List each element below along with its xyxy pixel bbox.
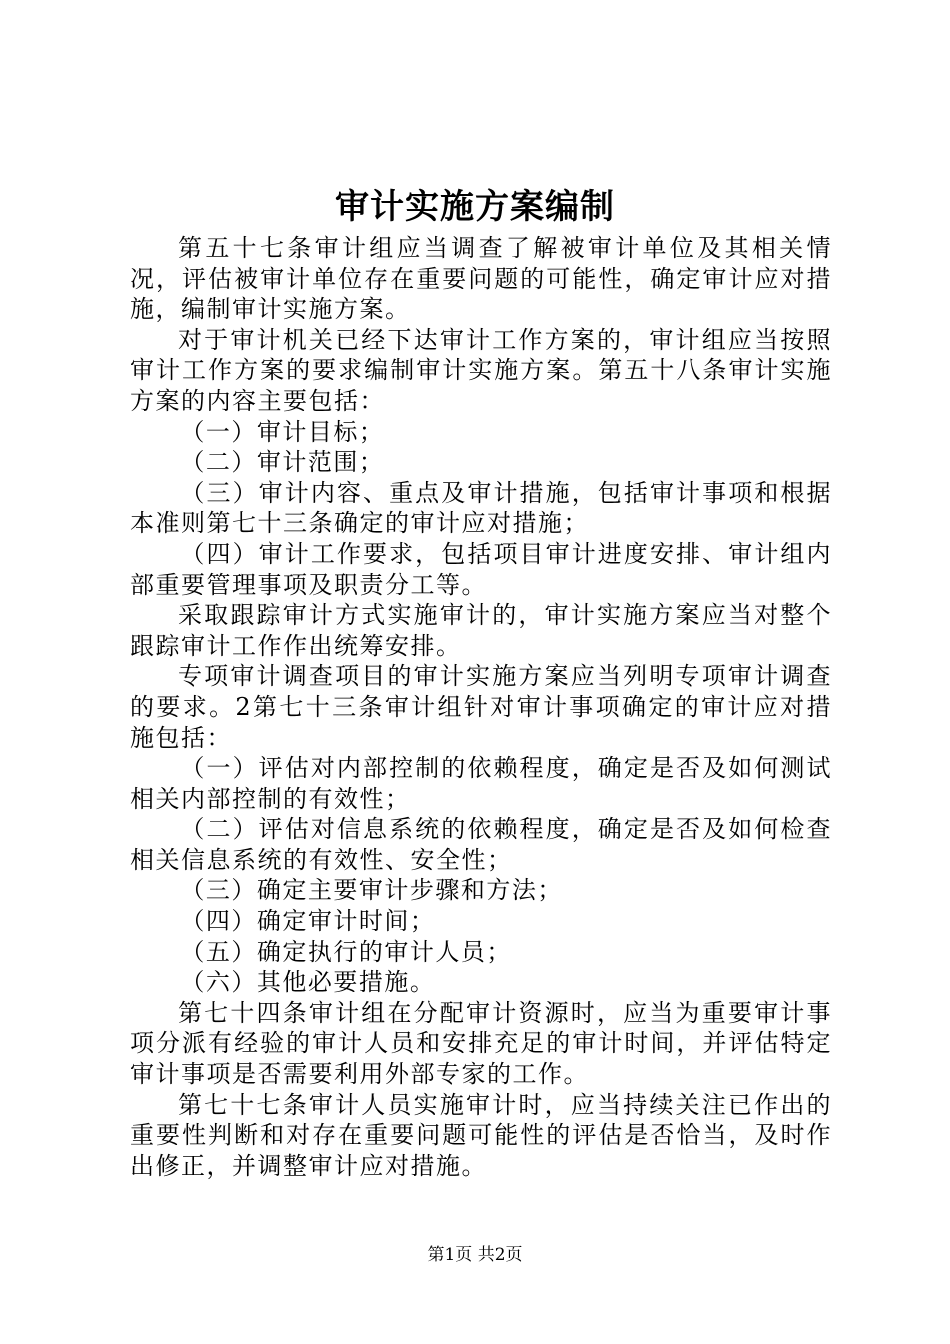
paragraph: 对于审计机关已经下达审计工作方案的，审计组应当按照审计工作方案的要求编制审计实施方案。第五十八条审计实施方案的内容主要包括： <box>130 325 832 415</box>
list-item: （一）评估对内部控制的依赖程度，确定是否及如何测试相关内部控制的有效性； <box>130 754 832 813</box>
document-body <box>130 233 832 1181</box>
paragraph: 第七十四条审计组在分配审计资源时，应当为重要审计事项分派有经验的审计人员和安排充足的审计时间，并评估特定审计事项是否需要利用外部专家的工作。 <box>130 998 832 1089</box>
list-item: （四）确定审计时间； <box>180 907 436 936</box>
list-item: （三）审计内容、重点及审计措施，包括审计事项和根据本准则第七十三条确定的审计应对措施； <box>130 478 832 538</box>
list-item: （四）审计工作要求，包括项目审计进度安排、审计组内部重要管理事项及职责分工等。 <box>130 539 832 599</box>
list-item: （三）确定主要审计步骤和方法； <box>180 876 563 905</box>
paragraph: 第五十七条审计组应当调查了解被审计单位及其相关情况，评估被审计单位存在重要问题的可能性，确定审计应对措施，编制审计实施方案。 <box>130 234 832 324</box>
document-title: 审计实施方案编制 <box>335 187 615 227</box>
page-footer: 第1页 共2页 <box>427 1245 523 1265</box>
list-item: （二）审计范围； <box>180 448 385 477</box>
paragraph: 采取跟踪审计方式实施审计的，审计实施方案应当对整个跟踪审计工作作出统筹安排。 <box>130 601 832 660</box>
list-item: （六）其他必要措施。 <box>180 968 436 997</box>
paragraph: 专项审计调查项目的审计实施方案应当列明专项审计调查的要求。2第七十三条审计组针对审计事项确定的审计应对措施包括： <box>130 662 832 752</box>
list-item: （五）确定执行的审计人员； <box>180 937 512 966</box>
list-item: （二）评估对信息系统的依赖程度，确定是否及如何检查相关信息系统的有效性、安全性； <box>130 815 832 874</box>
list-item: （一）审计目标； <box>180 417 385 446</box>
paragraph: 第七十七条审计人员实施审计时，应当持续关注已作出的重要性判断和对存在重要问题可能性的评估是否恰当，及时作出修正，并调整审计应对措施。 <box>130 1090 832 1180</box>
